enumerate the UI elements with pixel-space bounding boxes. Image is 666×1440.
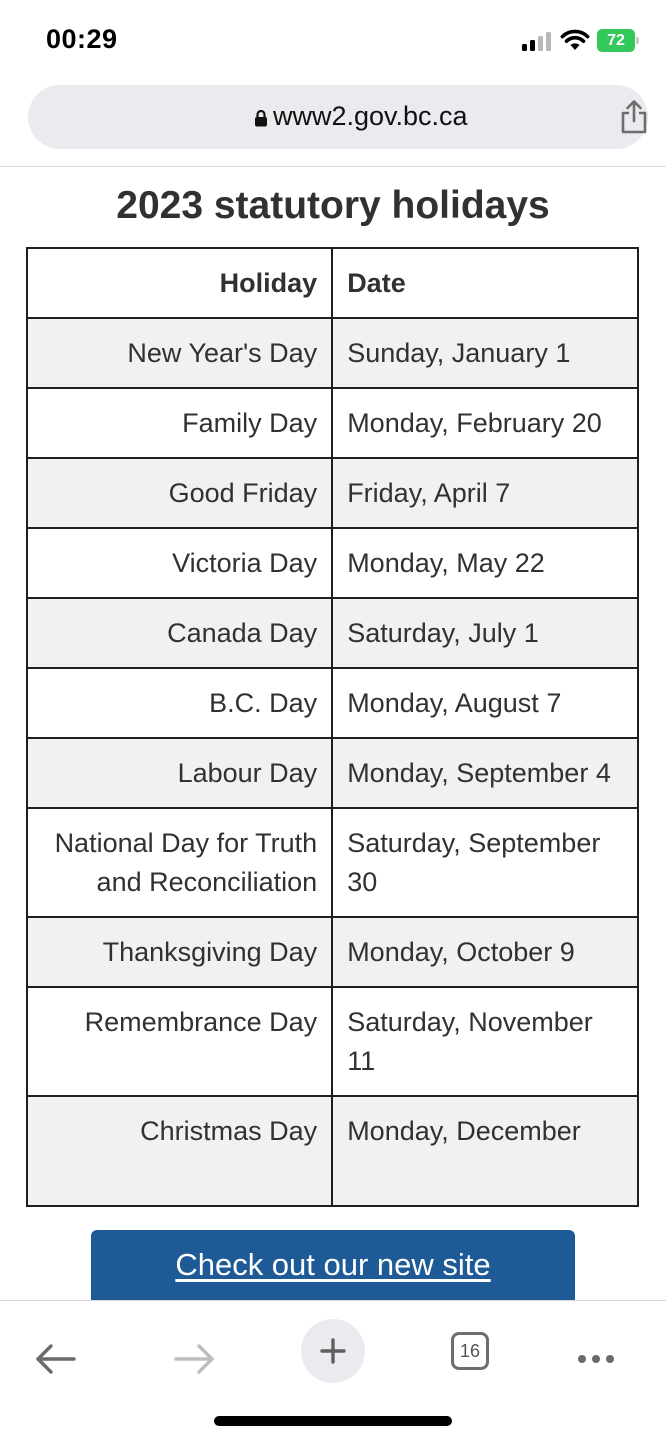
holiday-date: Monday, September 4 xyxy=(332,738,638,808)
home-indicator xyxy=(214,1416,452,1426)
holiday-date: Monday, October 9 xyxy=(332,917,638,987)
holiday-name: New Year's Day xyxy=(27,318,332,388)
back-button[interactable] xyxy=(24,1319,88,1383)
holiday-date: Monday, August 7 xyxy=(332,668,638,738)
table-row xyxy=(27,528,638,598)
new-tab-button[interactable] xyxy=(301,1319,365,1383)
holiday-date: Saturday, July 1 xyxy=(332,598,638,668)
status-bar xyxy=(0,0,666,80)
holiday-name: Victoria Day xyxy=(27,528,332,598)
arrow-right-icon xyxy=(162,1370,226,1387)
holiday-name: Christmas Day xyxy=(27,1096,332,1206)
arrow-left-icon xyxy=(24,1370,88,1387)
new-site-link[interactable]: Check out our new site xyxy=(175,1247,491,1282)
holiday-date: Monday, May 22 xyxy=(332,528,638,598)
wifi-icon xyxy=(560,27,590,51)
holiday-name: Remembrance Day xyxy=(27,987,332,1096)
address-bar[interactable] xyxy=(28,85,648,149)
holiday-date: Monday, February 20 xyxy=(332,388,638,458)
url-text[interactable]: www2.gov.bc.ca xyxy=(273,101,468,131)
holiday-name: National Day for Truth and Reconciliation xyxy=(27,808,332,917)
table-row xyxy=(27,808,638,917)
table-row xyxy=(27,668,638,738)
holiday-date: Saturday, September 30 xyxy=(332,808,638,917)
table-row xyxy=(27,987,638,1096)
holiday-date: Monday, December xyxy=(332,1096,638,1206)
holiday-name: Family Day xyxy=(27,388,332,458)
holiday-date: Friday, April 7 xyxy=(332,458,638,528)
status-time: 00:29 xyxy=(46,24,118,54)
table-header-row xyxy=(27,248,638,318)
holiday-name: Canada Day xyxy=(27,598,332,668)
battery-percent: 72 xyxy=(607,32,625,49)
table-row xyxy=(27,388,638,458)
header-holiday: Holiday xyxy=(27,248,332,318)
cellular-signal-icon xyxy=(522,31,554,51)
battery-icon xyxy=(597,29,639,52)
table-row xyxy=(27,1096,638,1206)
tabs-button[interactable] xyxy=(438,1319,502,1383)
table-row xyxy=(27,458,638,528)
holiday-name: B.C. Day xyxy=(27,668,332,738)
holiday-date: Saturday, November 11 xyxy=(332,987,638,1096)
share-icon[interactable] xyxy=(618,99,650,135)
ellipsis-icon xyxy=(566,1370,630,1387)
table-row xyxy=(27,738,638,808)
table-row xyxy=(27,917,638,987)
plus-icon xyxy=(301,1370,365,1387)
holiday-name: Thanksgiving Day xyxy=(27,917,332,987)
header-date: Date xyxy=(332,248,638,318)
table-row xyxy=(27,318,638,388)
new-site-banner xyxy=(91,1230,575,1304)
lock-icon xyxy=(254,109,268,127)
page-title: 2023 statutory holidays xyxy=(116,184,550,227)
toolbar-divider xyxy=(0,166,666,167)
holiday-name: Labour Day xyxy=(27,738,332,808)
holiday-table xyxy=(26,247,639,1207)
more-button[interactable] xyxy=(566,1319,630,1383)
forward-button[interactable] xyxy=(162,1319,226,1383)
tab-count: 16 xyxy=(451,1332,489,1370)
table-row xyxy=(27,598,638,668)
holiday-name: Good Friday xyxy=(27,458,332,528)
holiday-date: Sunday, January 1 xyxy=(332,318,638,388)
